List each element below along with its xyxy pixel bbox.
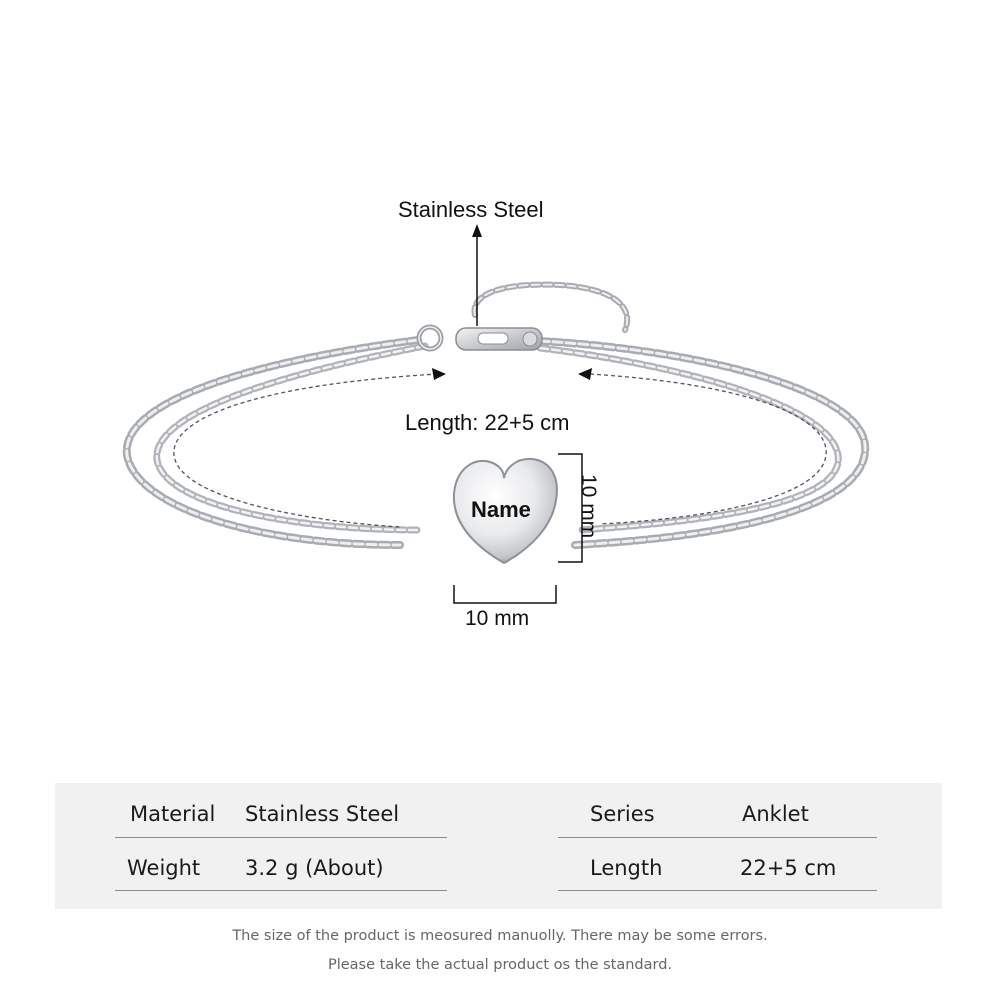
spec-label-series: Series bbox=[590, 802, 655, 826]
length-arrow-right bbox=[578, 368, 592, 380]
chain-inner-highlight bbox=[157, 346, 425, 530]
chain-inner bbox=[157, 346, 425, 530]
spec-value-material: Stainless Steel bbox=[245, 802, 400, 826]
spec-divider bbox=[558, 890, 877, 891]
engraving-text: Name bbox=[471, 497, 531, 522]
chain-outer-highlight bbox=[127, 340, 418, 545]
spec-label-weight: Weight bbox=[127, 856, 201, 880]
spec-divider bbox=[115, 837, 447, 838]
spec-divider bbox=[558, 837, 877, 838]
spec-label-material: Material bbox=[130, 802, 216, 826]
lobster-clasp bbox=[419, 327, 542, 350]
disclaimer-line-1: The size of the product is meosured manuolly. There may be some errors. bbox=[232, 928, 768, 944]
chain-outer bbox=[127, 340, 418, 545]
spec-divider bbox=[115, 890, 447, 891]
spec-table bbox=[55, 783, 942, 909]
height-callout: 10 mm bbox=[577, 474, 600, 539]
width-bracket bbox=[454, 585, 556, 603]
material-callout: Stainless Steel bbox=[398, 197, 544, 222]
disclaimer-line-2: Please take the actual product os the standard. bbox=[327, 957, 673, 973]
spec-value-series: Anklet bbox=[742, 802, 809, 826]
material-pointer-arrowhead bbox=[472, 224, 482, 237]
spec-value-weight: 3.2 g (About) bbox=[245, 856, 384, 880]
length-callout: Length: 22+5 cm bbox=[405, 410, 570, 435]
spec-label-length: Length bbox=[590, 856, 663, 880]
length-arrow-left bbox=[432, 368, 446, 380]
spec-value-length: 22+5 cm bbox=[740, 856, 837, 880]
extender-chain bbox=[474, 285, 627, 330]
width-callout: 10 mm bbox=[465, 607, 530, 630]
